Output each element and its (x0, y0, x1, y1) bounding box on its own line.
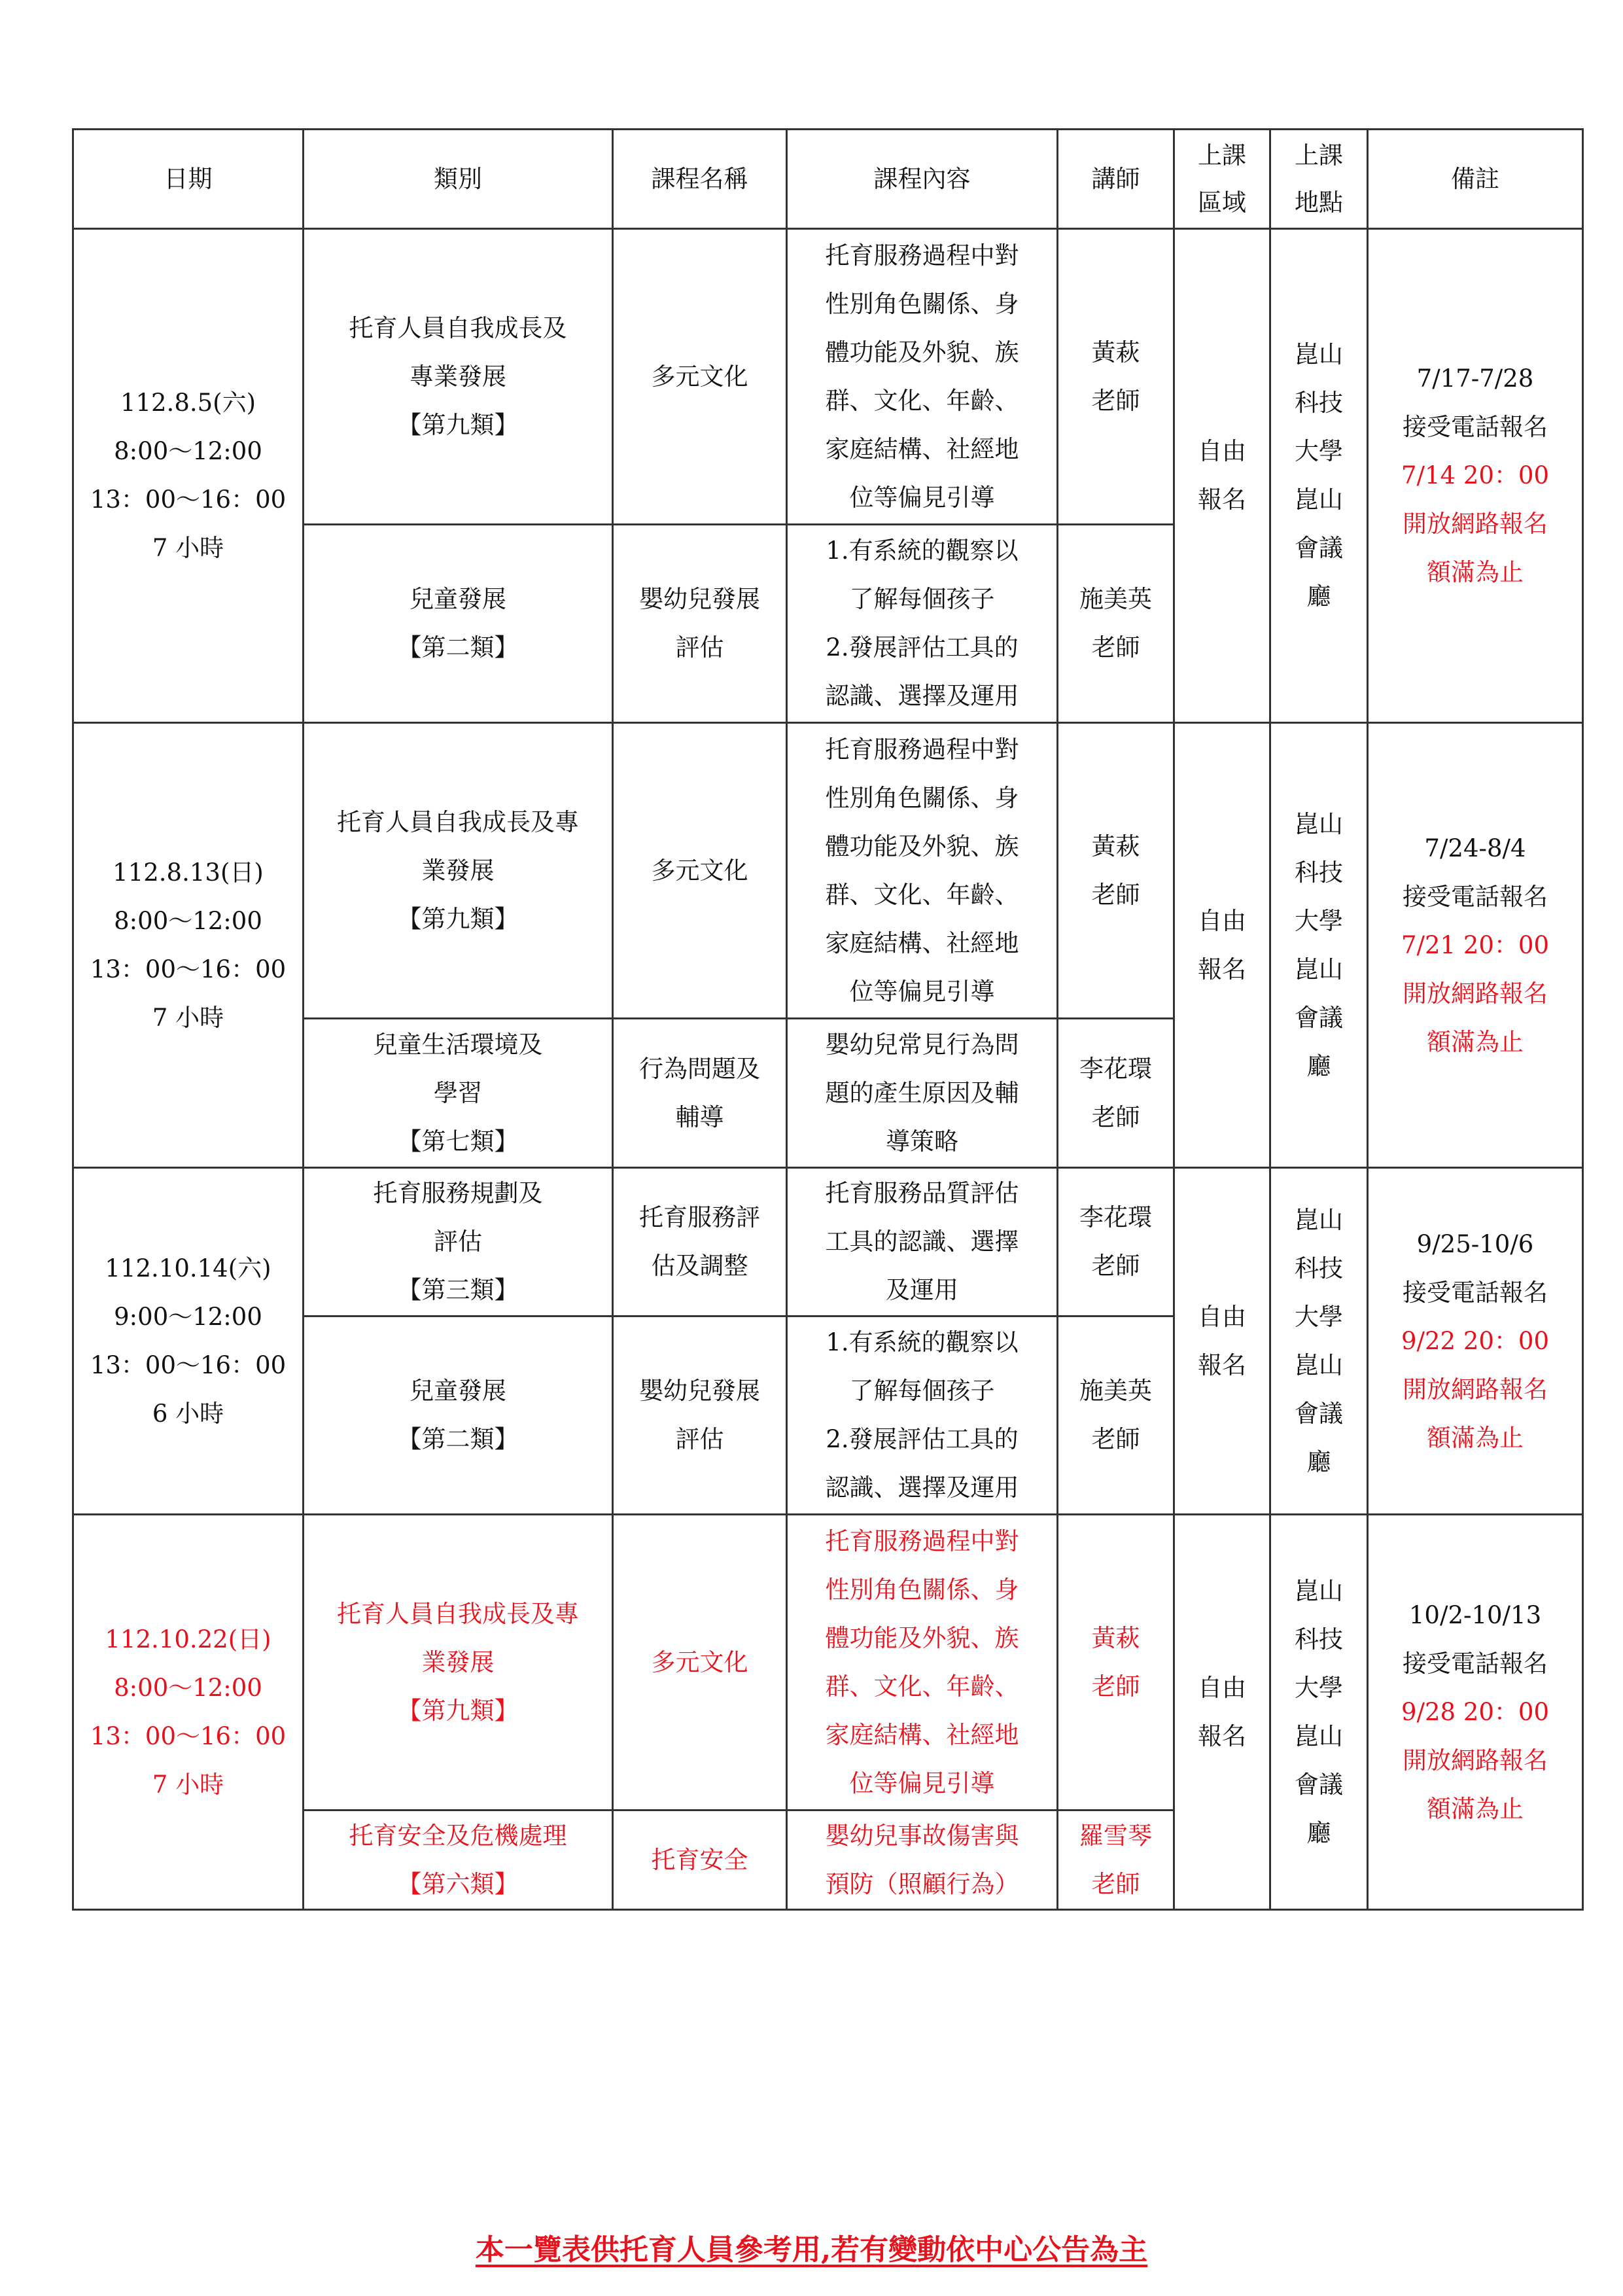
cell-line: 老師 (1091, 386, 1140, 415)
table-row (73, 229, 1583, 525)
cell-line: 位等偏見引導 (849, 1769, 995, 1797)
cell-line: 13：00～16：00 (90, 955, 287, 983)
cell-line: 認識、選擇及運用 (825, 1474, 1019, 1502)
course-content (787, 229, 1058, 525)
cell-line: 【第三類】 (397, 1276, 519, 1304)
cell-line: 類別 (434, 164, 482, 193)
cell-line: 嬰幼兒發展 (639, 585, 760, 613)
cell-line: 兒童發展 (410, 1377, 506, 1405)
cell-line: 崑山 (1295, 1205, 1343, 1234)
cell-line: 額滿為止 (1427, 558, 1524, 586)
cell-line: 【第六類】 (397, 1869, 519, 1898)
cell-line: 上課 (1295, 141, 1343, 169)
cell-line: 9/28 20：00 (1401, 1697, 1549, 1726)
cell-line: 評估 (434, 1227, 482, 1256)
cell-line: 9:00～12:00 (114, 1302, 262, 1331)
course-name (613, 525, 787, 723)
cell-line: 7/21 20：00 (1401, 930, 1549, 959)
cell-line: 黃萩 (1091, 1623, 1140, 1652)
course-content (787, 1515, 1058, 1810)
cell-line: 【第九類】 (397, 410, 519, 439)
cell-line: 了解每個孩子 (849, 585, 995, 613)
cell-line: 施美英 (1079, 1377, 1152, 1405)
cell-line: 黃萩 (1091, 832, 1140, 860)
session-note (1368, 229, 1583, 723)
cell-line: 報名 (1198, 955, 1246, 983)
cell-line: 開放網路報名 (1403, 979, 1548, 1008)
cell-line: 位等偏見引導 (849, 483, 995, 512)
cell-line: 認識、選擇及運用 (825, 682, 1019, 710)
cell-line: 業發展 (421, 856, 495, 885)
course-content (787, 1316, 1058, 1515)
course-category (304, 525, 613, 723)
session-place (1270, 723, 1368, 1168)
cell-line: 托育服務評 (639, 1203, 760, 1231)
session-note (1368, 723, 1583, 1168)
cell-line: 嬰幼兒事故傷害與 (825, 1821, 1019, 1850)
cell-line: 7 小時 (152, 1003, 224, 1032)
course-teacher (1058, 1515, 1174, 1810)
course-name (613, 1316, 787, 1515)
header-area (1174, 130, 1270, 229)
cell-line: 報名 (1198, 1722, 1246, 1750)
cell-line: 開放網路報名 (1403, 510, 1548, 538)
cell-line: 7/17-7/28 (1416, 364, 1534, 393)
session-area (1174, 723, 1270, 1168)
course-teacher (1058, 1810, 1174, 1910)
cell-line: 廳 (1306, 582, 1331, 610)
cell-line: 評估 (675, 1425, 724, 1453)
cell-line: 【第二類】 (397, 633, 519, 662)
header-row (73, 130, 1583, 229)
cell-line: 崑山 (1295, 1722, 1343, 1750)
header-note (1368, 130, 1583, 229)
course-content (787, 1019, 1058, 1168)
cell-line: 大學 (1295, 437, 1343, 465)
cell-line: 行為問題及 (639, 1054, 760, 1083)
cell-line: 7/24-8/4 (1424, 834, 1526, 862)
cell-line: 嬰幼兒發展 (639, 1377, 760, 1405)
session-area (1174, 229, 1270, 723)
cell-line: 10/2-10/13 (1408, 1600, 1542, 1629)
cell-line: 上課 (1198, 141, 1246, 169)
cell-line: 群、文化、年齡、 (825, 880, 1019, 909)
cell-line: 老師 (1091, 1672, 1140, 1701)
cell-line: 科技 (1295, 1254, 1343, 1282)
cell-line: 老師 (1091, 1425, 1140, 1453)
cell-line: 托育服務品質評估 (825, 1179, 1019, 1207)
session-place (1270, 1168, 1368, 1515)
cell-line: 及運用 (886, 1276, 958, 1304)
cell-line: 13：00～16：00 (90, 1351, 287, 1379)
cell-line: 兒童發展 (410, 585, 506, 613)
cell-line: 托育人員自我成長及專 (337, 807, 579, 836)
cell-line: 性別角色關係、身 (825, 783, 1019, 812)
cell-line: 了解每個孩子 (849, 1377, 995, 1405)
course-content (787, 1168, 1058, 1316)
course-category (304, 229, 613, 525)
cell-line: 112.8.5(六) (120, 389, 256, 417)
header-category (304, 130, 613, 229)
cell-line: 廳 (1306, 1818, 1331, 1847)
cell-line: 科技 (1295, 858, 1343, 887)
cell-line: 群、文化、年齡、 (825, 386, 1019, 415)
cell-line: 羅雪琴 (1079, 1821, 1152, 1850)
cell-line: 多元文化 (651, 856, 748, 885)
cell-line: 多元文化 (651, 1648, 748, 1676)
cell-line: 6 小時 (152, 1399, 224, 1428)
course-category (304, 723, 613, 1019)
cell-line: 老師 (1091, 1252, 1140, 1280)
cell-line: 位等偏見引導 (849, 977, 995, 1006)
cell-line: 體功能及外貌、族 (825, 338, 1019, 366)
cell-line: 托育服務過程中對 (825, 1527, 1019, 1555)
cell-line: 自由 (1198, 437, 1246, 465)
table-row (73, 1515, 1583, 1810)
header-course-name (613, 130, 787, 229)
cell-line: 報名 (1198, 1351, 1246, 1379)
cell-line: 地點 (1295, 188, 1343, 217)
course-content (787, 525, 1058, 723)
cell-line: 輔導 (675, 1103, 724, 1131)
cell-line: 老師 (1091, 633, 1140, 662)
course-category (304, 1019, 613, 1168)
cell-line: 性別角色關係、身 (825, 289, 1019, 318)
course-teacher (1058, 1019, 1174, 1168)
cell-line: 群、文化、年齡、 (825, 1672, 1019, 1701)
course-teacher (1058, 1316, 1174, 1515)
cell-line: 講師 (1091, 164, 1140, 193)
cell-line: 7 小時 (152, 534, 224, 562)
cell-line: 日期 (164, 164, 213, 193)
cell-line: 學習 (434, 1078, 482, 1107)
cell-line: 崑山 (1295, 809, 1343, 838)
cell-line: 9/22 20：00 (1401, 1326, 1549, 1355)
footer-notice (0, 2226, 1623, 2268)
cell-line: 自由 (1198, 1673, 1246, 1702)
cell-line: 崑山 (1295, 340, 1343, 368)
cell-line: 老師 (1091, 1103, 1140, 1131)
cell-line: 會議 (1295, 1399, 1343, 1428)
cell-line: 托育服務過程中對 (825, 241, 1019, 270)
cell-line: 112.10.14(六) (105, 1254, 271, 1282)
cell-line: 額滿為止 (1427, 1794, 1524, 1823)
cell-line: 8:00～12:00 (114, 437, 262, 465)
course-content (787, 723, 1058, 1019)
cell-line: 報名 (1198, 486, 1246, 514)
cell-line: 嬰幼兒常見行為問 (825, 1030, 1019, 1059)
cell-line: 李花環 (1079, 1203, 1152, 1231)
cell-line: 施美英 (1079, 585, 1152, 613)
header-teacher (1058, 130, 1174, 229)
cell-line: 【第九類】 (397, 1696, 519, 1725)
cell-line: 【第九類】 (397, 904, 519, 933)
cell-line: 會議 (1295, 1003, 1343, 1032)
cell-line: 崑山 (1295, 1576, 1343, 1605)
course-name (613, 723, 787, 1019)
cell-line: 13：00～16：00 (90, 486, 287, 514)
cell-line: 老師 (1091, 880, 1140, 909)
cell-line: 開放網路報名 (1403, 1375, 1548, 1404)
cell-line: 體功能及外貌、族 (825, 1623, 1019, 1652)
cell-line: 托育人員自我成長及專 (337, 1599, 579, 1628)
course-teacher (1058, 723, 1174, 1019)
cell-line: 老師 (1091, 1869, 1140, 1898)
cell-line: 預防（照顧行為） (825, 1869, 1019, 1898)
session-date (73, 723, 304, 1168)
course-category (304, 1515, 613, 1810)
cell-line: 【第七類】 (397, 1127, 519, 1156)
course-name (613, 1168, 787, 1316)
session-area (1174, 1515, 1270, 1910)
course-category (304, 1810, 613, 1910)
cell-line: 體功能及外貌、族 (825, 832, 1019, 860)
cell-line: 業發展 (421, 1648, 495, 1676)
cell-line: 估及調整 (651, 1252, 748, 1280)
cell-line: 題的產生原因及輔 (825, 1078, 1019, 1107)
header-date (73, 130, 304, 229)
cell-line: 開放網路報名 (1403, 1746, 1548, 1775)
course-teacher (1058, 525, 1174, 723)
cell-line: 崑山 (1295, 1351, 1343, 1379)
cell-line: 性別角色關係、身 (825, 1575, 1019, 1604)
course-content (787, 1810, 1058, 1910)
cell-line: 托育安全及危機處理 (349, 1821, 567, 1850)
cell-line: 2.發展評估工具的 (826, 1425, 1019, 1453)
cell-line: 接受電話報名 (1403, 882, 1548, 911)
cell-line: 課程內容 (873, 164, 971, 193)
cell-line: 1.有系統的觀察以 (826, 537, 1019, 565)
cell-line: 1.有系統的觀察以 (826, 1328, 1019, 1356)
cell-line: 大學 (1295, 906, 1343, 935)
cell-line: 9/25-10/6 (1416, 1229, 1534, 1258)
cell-line: 會議 (1295, 1770, 1343, 1799)
course-category (304, 1168, 613, 1316)
session-area (1174, 1168, 1270, 1515)
course-name (613, 1019, 787, 1168)
cell-line: 接受電話報名 (1403, 1649, 1548, 1678)
course-schedule-table (72, 128, 1584, 1911)
cell-line: 112.8.13(日) (113, 858, 264, 887)
cell-line: 會議 (1295, 534, 1343, 562)
course-category (304, 1316, 613, 1515)
session-date (73, 1515, 304, 1910)
cell-line: 課程名稱 (651, 164, 748, 193)
cell-line: 區域 (1198, 188, 1246, 217)
cell-line: 7/14 20：00 (1401, 461, 1549, 489)
cell-line: 廳 (1306, 1051, 1331, 1080)
cell-line: 兒童生活環境及 (373, 1030, 543, 1059)
cell-line: 托育服務過程中對 (825, 735, 1019, 764)
cell-line: 家庭結構、社經地 (825, 928, 1019, 957)
cell-line: 大學 (1295, 1302, 1343, 1331)
header-content (787, 130, 1058, 229)
cell-line: 托育服務規劃及 (373, 1179, 543, 1207)
table-row (73, 723, 1583, 1019)
course-name (613, 1515, 787, 1810)
session-date (73, 1168, 304, 1515)
cell-line: 李花環 (1079, 1054, 1152, 1083)
cell-line: 家庭結構、社經地 (825, 1720, 1019, 1749)
footer-text: 本一覽表供托育人員參考用,若有變動依中心公告為主 (475, 2233, 1148, 2267)
cell-line: 專業發展 (410, 362, 506, 391)
cell-line: 2.發展評估工具的 (826, 633, 1019, 662)
cell-line: 接受電話報名 (1403, 1278, 1548, 1307)
cell-line: 額滿為止 (1427, 1027, 1524, 1056)
cell-line: 13：00～16：00 (90, 1722, 287, 1750)
cell-line: 托育人員自我成長及 (349, 313, 567, 342)
course-name (613, 229, 787, 525)
cell-line: 大學 (1295, 1673, 1343, 1702)
session-date (73, 229, 304, 723)
cell-line: 接受電話報名 (1403, 413, 1548, 441)
cell-line: 工具的認識、選擇 (825, 1227, 1019, 1256)
cell-line: 科技 (1295, 389, 1343, 417)
cell-line: 評估 (675, 633, 724, 662)
cell-line: 廳 (1306, 1447, 1331, 1476)
session-place (1270, 1515, 1368, 1910)
session-note (1368, 1515, 1583, 1910)
cell-line: 托育安全 (651, 1845, 748, 1874)
course-name (613, 1810, 787, 1910)
cell-line: 家庭結構、社經地 (825, 434, 1019, 463)
session-place (1270, 229, 1368, 723)
cell-line: 8:00～12:00 (114, 1673, 262, 1702)
cell-line: 導策略 (886, 1127, 958, 1156)
course-teacher (1058, 1168, 1174, 1316)
cell-line: 112.10.22(日) (105, 1625, 271, 1653)
cell-line: 額滿為止 (1427, 1423, 1524, 1452)
session-note (1368, 1168, 1583, 1515)
cell-line: 【第二類】 (397, 1425, 519, 1453)
cell-line: 7 小時 (152, 1770, 224, 1799)
course-teacher (1058, 229, 1174, 525)
cell-line: 自由 (1198, 906, 1246, 935)
cell-line: 自由 (1198, 1302, 1246, 1331)
cell-line: 崑山 (1295, 486, 1343, 514)
cell-line: 崑山 (1295, 955, 1343, 983)
table-row (73, 1168, 1583, 1316)
cell-line: 8:00～12:00 (114, 906, 262, 935)
cell-line: 黃萩 (1091, 338, 1140, 366)
cell-line: 多元文化 (651, 362, 748, 391)
header-place (1270, 130, 1368, 229)
cell-line: 科技 (1295, 1625, 1343, 1653)
cell-line: 備註 (1451, 164, 1499, 193)
